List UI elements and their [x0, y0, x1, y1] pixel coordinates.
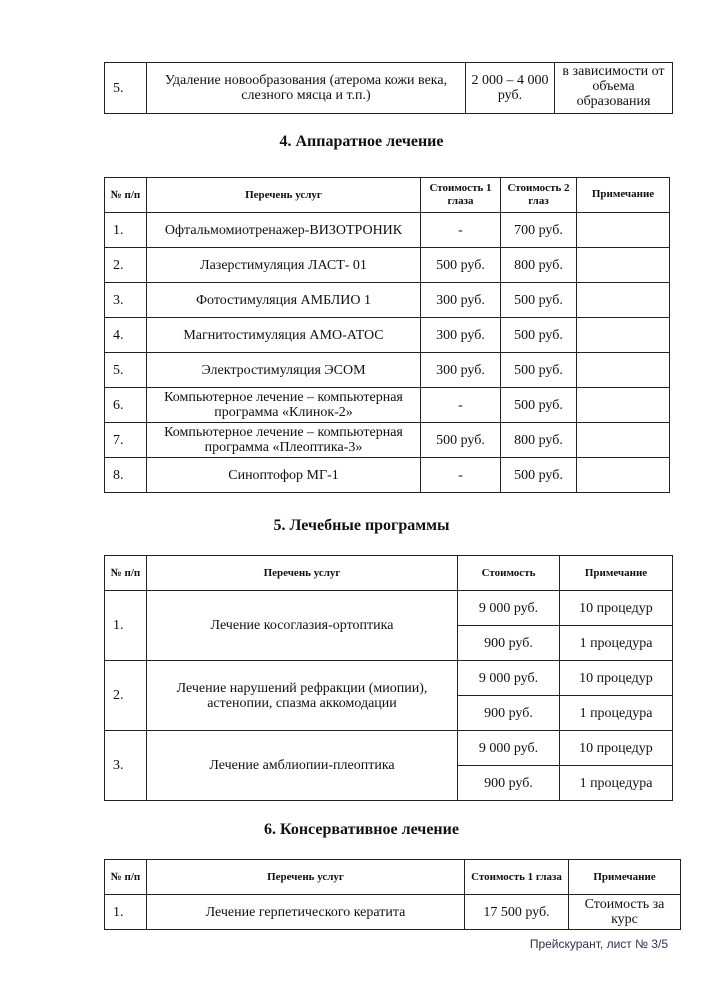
row-note: 10 процедур: [560, 591, 673, 626]
row-cost: 17 500 руб.: [465, 895, 569, 930]
row-note: [577, 283, 670, 318]
table-row: [105, 895, 681, 930]
row-num: 1.: [105, 213, 147, 248]
header-num: № п/п: [105, 178, 147, 213]
row-note: [577, 248, 670, 283]
table-section3-tail: [104, 62, 673, 114]
row-cost2: 500 руб.: [501, 353, 577, 388]
row-num: 5.: [105, 353, 147, 388]
row-num: 4.: [105, 318, 147, 353]
row-service: Лечение герпетического кератита: [147, 895, 465, 930]
row-num: 3.: [105, 731, 147, 801]
table-section5: [104, 555, 673, 801]
row-cost2: 500 руб.: [501, 283, 577, 318]
row-service: Лечение нарушений рефракции (миопии), астенопии, спазма аккомодации: [147, 661, 458, 731]
row-num: 8.: [105, 458, 147, 493]
row-service: Синоптофор МГ-1: [147, 458, 421, 493]
table-row: [105, 731, 673, 766]
section4-title: 4. Аппаратное лечение: [279, 133, 444, 150]
header-num: № п/п: [105, 860, 147, 895]
table-section6: [104, 859, 681, 930]
header-cost2: Стоимость 2 глаз: [501, 178, 577, 213]
table-header-row: [105, 178, 670, 213]
row-cost2: 500 руб.: [501, 318, 577, 353]
row-note: [577, 353, 670, 388]
row-num: 3.: [105, 283, 147, 318]
row-service: Удаление новообразования (атерома кожи века, слезного мясца и т.п.): [147, 63, 466, 114]
row-service: Компьютерное лечение – компьютерная программа «Клинок-2»: [147, 388, 421, 423]
row-num: 7.: [105, 423, 147, 458]
row-cost2: 500 руб.: [501, 458, 577, 493]
row-note: 1 процедура: [560, 696, 673, 731]
table-row: [105, 661, 673, 696]
row-service: Электростимуляция ЭСОМ: [147, 353, 421, 388]
row-cost1: 500 руб.: [421, 248, 501, 283]
header-cost1: Стоимость 1 глаза: [421, 178, 501, 213]
row-num: 1.: [105, 895, 147, 930]
header-cost: Стоимость: [458, 556, 560, 591]
row-service: Фотостимуляция АМБЛИО 1: [147, 283, 421, 318]
row-cost1: -: [421, 388, 501, 423]
row-cost: 9 000 руб.: [458, 661, 560, 696]
row-cost1: -: [421, 458, 501, 493]
row-note: [577, 423, 670, 458]
row-num: 2.: [105, 661, 147, 731]
header-service: Перечень услуг: [147, 860, 465, 895]
row-cost: 9 000 руб.: [458, 591, 560, 626]
row-service: Лечение косоглазия-ортоптика: [147, 591, 458, 661]
row-note: Стоимость за курс: [569, 895, 681, 930]
header-note: Примечание: [569, 860, 681, 895]
page-footer: Прейскурант, лист № 3/5: [529, 937, 668, 951]
table-row: [105, 423, 670, 458]
row-service: Офтальмомиотренажер-ВИЗОТРОНИК: [147, 213, 421, 248]
row-cost: 900 руб.: [458, 626, 560, 661]
row-cost: 900 руб.: [458, 766, 560, 801]
table-row: [105, 63, 673, 114]
table-row: [105, 213, 670, 248]
section5-title: 5. Лечебные программы: [273, 517, 450, 534]
header-note: Примечание: [560, 556, 673, 591]
row-cost2: 700 руб.: [501, 213, 577, 248]
row-num: 6.: [105, 388, 147, 423]
row-cost1: 300 руб.: [421, 318, 501, 353]
table-row: [105, 248, 670, 283]
row-cost1: -: [421, 213, 501, 248]
row-note: 10 процедур: [560, 731, 673, 766]
row-num: 5.: [105, 63, 147, 114]
row-note: [577, 318, 670, 353]
section6-title: 6. Консервативное лечение: [264, 821, 459, 838]
row-cost: 2 000 – 4 000 руб.: [466, 63, 555, 114]
header-service: Перечень услуг: [147, 556, 458, 591]
header-service: Перечень услуг: [147, 178, 421, 213]
row-cost2: 800 руб.: [501, 248, 577, 283]
table-row: [105, 283, 670, 318]
row-num: 2.: [105, 248, 147, 283]
row-num: 1.: [105, 591, 147, 661]
row-service: Компьютерное лечение – компьютерная программа «Плеоптика-3»: [147, 423, 421, 458]
row-note: [577, 213, 670, 248]
row-cost1: 300 руб.: [421, 283, 501, 318]
row-cost: 9 000 руб.: [458, 731, 560, 766]
row-cost2: 800 руб.: [501, 423, 577, 458]
table-section4: [104, 177, 670, 493]
table-row: [105, 458, 670, 493]
row-cost: 900 руб.: [458, 696, 560, 731]
table-header-row: [105, 860, 681, 895]
row-service: Лазерстимуляция ЛАСТ- 01: [147, 248, 421, 283]
row-cost2: 500 руб.: [501, 388, 577, 423]
table-header-row: [105, 556, 673, 591]
row-note: 1 процедура: [560, 766, 673, 801]
table-row: [105, 591, 673, 626]
header-num: № п/п: [105, 556, 147, 591]
table-row: [105, 388, 670, 423]
row-note: [577, 388, 670, 423]
table-row: [105, 353, 670, 388]
row-note: в зависимости от объема образования: [555, 63, 673, 114]
row-note: [577, 458, 670, 493]
row-note: 10 процедур: [560, 661, 673, 696]
row-service: Лечение амблиопии-плеоптика: [147, 731, 458, 801]
table-row: [105, 318, 670, 353]
row-cost1: 500 руб.: [421, 423, 501, 458]
row-note: 1 процедура: [560, 626, 673, 661]
header-cost: Стоимость 1 глаза: [465, 860, 569, 895]
header-note: Примечание: [577, 178, 670, 213]
row-service: Магнитостимуляция АМО-АТОС: [147, 318, 421, 353]
row-cost1: 300 руб.: [421, 353, 501, 388]
